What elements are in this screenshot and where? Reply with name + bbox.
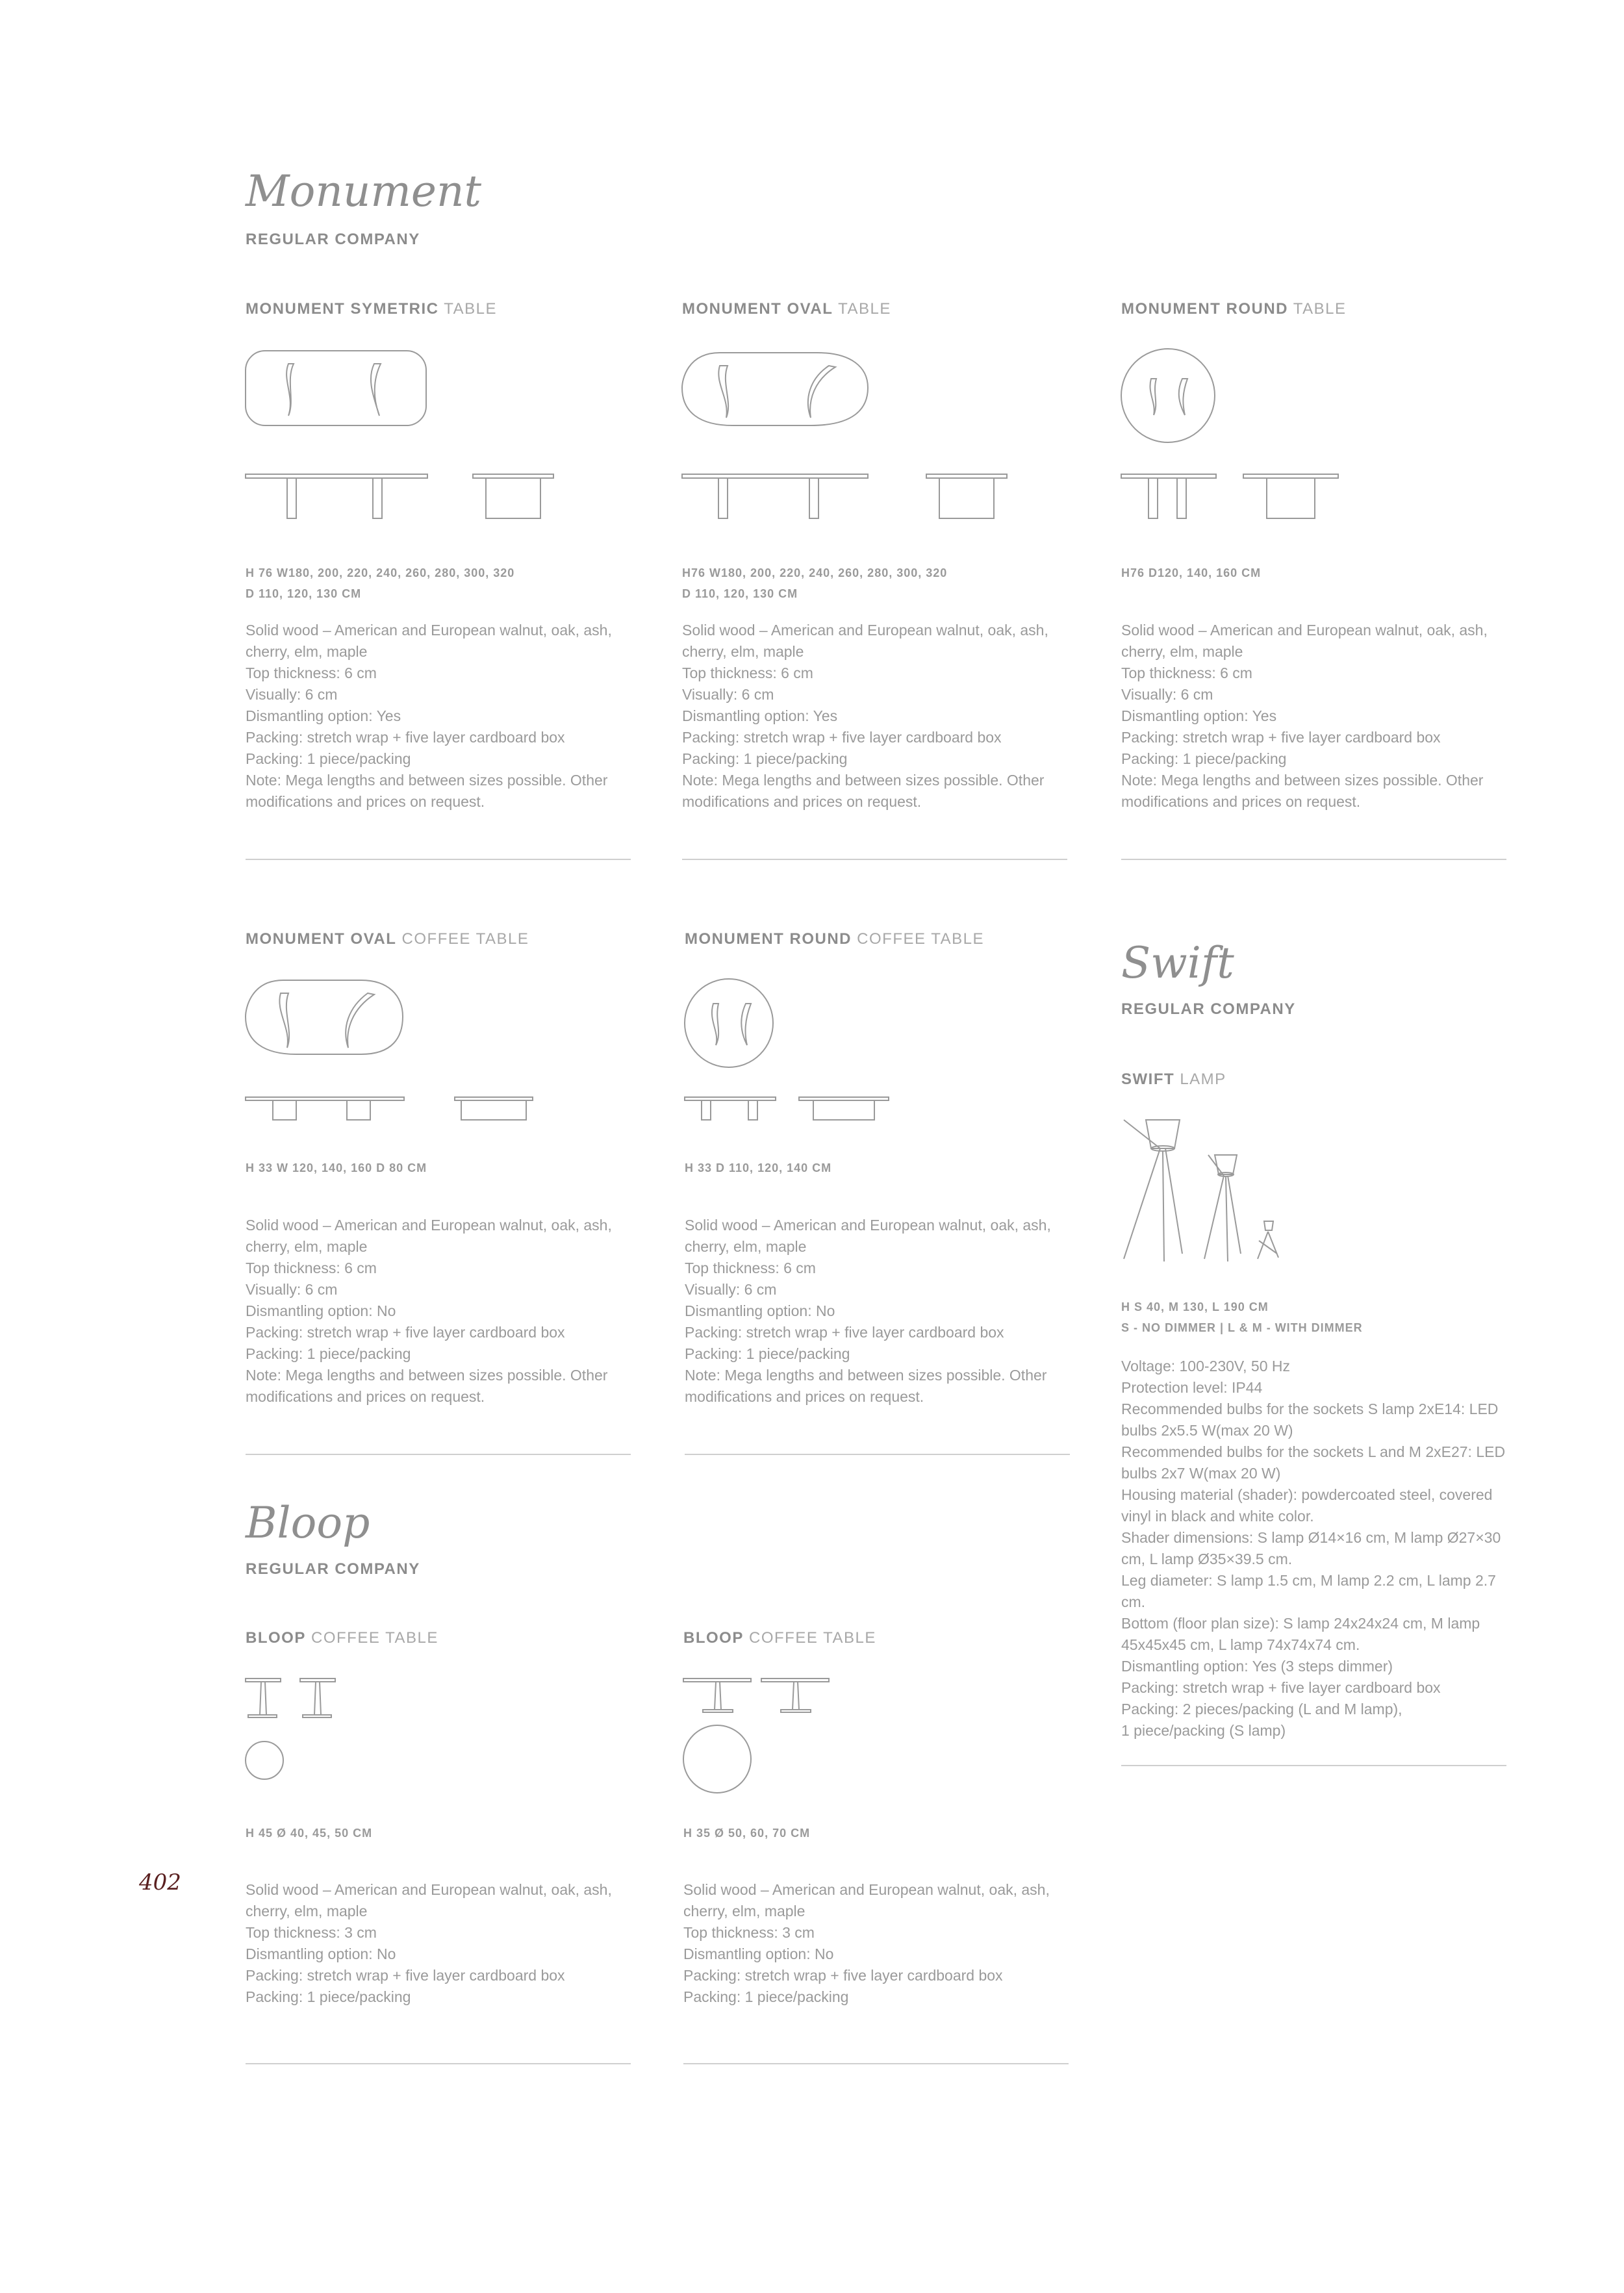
product-title-swift-lamp bbox=[1121, 1070, 1226, 1089]
divider bbox=[246, 859, 631, 860]
product-type: COFFEE TABLE bbox=[401, 930, 529, 948]
product-type: COFFEE TABLE bbox=[311, 1629, 438, 1647]
monument-oval-coffee-table-drawing bbox=[244, 978, 634, 1134]
product-name: MONUMENT OVAL bbox=[246, 930, 397, 948]
monument-round-specs: Solid wood – American and European walnut, oak, ash, cherry, elm, maple Top thickness: 6 cm Visually: 6 cm Dismantling option: Yes Packing: stretch wrap + five layer cardboard box Packing: 1 piece/packing Note: Mega lengths and between sizes possible. Other modifications and prices on request. bbox=[1121, 622, 1488, 810]
product-type: TABLE bbox=[838, 300, 891, 318]
bloop-coffee-table-large-drawing bbox=[682, 1676, 877, 1799]
bloop-small-dims: H 45 Ø 40, 45, 50 CM bbox=[246, 1827, 373, 1840]
divider bbox=[246, 2063, 631, 2064]
monument-symetric-specs: Solid wood – American and European walnut, oak, ash, cherry, elm, maple Top thickness: 6 cm Visually: 6 cm Dismantling option: Yes Packing: stretch wrap + five layer cardboard box Packing: 1 piece/packing Note: Mega lengths and between sizes possible. Other modifications and prices on request. bbox=[246, 622, 612, 810]
page-number: 402 bbox=[139, 1869, 181, 1895]
product-title-bloop-coffee-table-large bbox=[683, 1629, 876, 1647]
product-title-monument-oval-table bbox=[682, 300, 891, 318]
swift-specs: Voltage: 100-230V, 50 Hz Protection level: IP44 Recommended bulbs for the sockets S lamp 2xE14: LED bulbs 2x5.5 W(max 20 W) Recommended bulbs for the sockets L and M 2xE27: LED bulbs 2x7 W(max 20 W) Housing material (shader): powdercoated steel, covered vinyl in black and white color. Shader dimensions: S lamp Ø14×16 cm, M lamp Ø27×30 cm, L lamp Ø35×39.5 cm. Leg diameter: S lamp 1.5 cm, M lamp 2.2 cm, L lamp 2.7 cm. Bottom (floor plan size): S lamp 24x24x24 cm, M lamp 45x45x45 cm, L lamp 74x74x74 cm. Dismantling option: Yes (3 steps dimmer) Packing: stretch wrap + five layer cardboard box Packing: 2 pieces/packing (L and M lamp), 1 piece/packing (S lamp) bbox=[1121, 1358, 1506, 1739]
product-title-monument-round-table bbox=[1121, 300, 1346, 318]
bloop-company: REGULAR COMPANY bbox=[246, 1560, 420, 1578]
product-name: MONUMENT SYMETRIC bbox=[246, 300, 439, 318]
product-title-monument-symetric-table bbox=[246, 300, 497, 318]
monument-symetric-dims: H 76 W180, 200, 220, 240, 260, 280, 300, 320 D 110, 120, 130 CM bbox=[246, 566, 515, 600]
monument-oval-coffee-specs: Solid wood – American and European walnut, oak, ash, cherry, elm, maple Top thickness: 6 cm Visually: 6 cm Dismantling option: No Packing: stretch wrap + five layer cardboard box Packing: 1 piece/packing Note: Mega lengths and between sizes possible. Other modifications and prices on request. bbox=[246, 1217, 612, 1405]
bloop-large-specs: Solid wood – American and European walnut, oak, ash, cherry, elm, maple Top thickness: 3 cm Dismantling option: No Packing: stretch wrap + five layer cardboard box Packing: 1 piece/packing bbox=[683, 1881, 1050, 2005]
monument-round-coffee-dims: H 33 D 110, 120, 140 CM bbox=[685, 1161, 832, 1174]
product-name: BLOOP bbox=[246, 1629, 306, 1647]
bloop-small-specs: Solid wood – American and European walnut, oak, ash, cherry, elm, maple Top thickness: 3 cm Dismantling option: No Packing: stretch wrap + five layer cardboard box Packing: 1 piece/packing bbox=[246, 1881, 612, 2005]
product-name: MONUMENT ROUND bbox=[685, 930, 852, 948]
monument-symetric-table-drawing bbox=[244, 348, 634, 529]
bloop-brand-title: Bloop bbox=[246, 1498, 370, 1548]
divider bbox=[683, 2063, 1069, 2064]
monument-round-table-drawing bbox=[1120, 348, 1510, 529]
product-title-bloop-coffee-table-small bbox=[246, 1629, 438, 1647]
swift-brand-title: Swift bbox=[1121, 938, 1234, 988]
divider bbox=[1121, 859, 1506, 860]
product-name: MONUMENT OVAL bbox=[682, 300, 833, 318]
product-type: TABLE bbox=[1293, 300, 1347, 318]
divider bbox=[1121, 1765, 1506, 1766]
monument-oval-specs: Solid wood – American and European walnut, oak, ash, cherry, elm, maple Top thickness: 6 cm Visually: 6 cm Dismantling option: Yes Packing: stretch wrap + five layer cardboard box Packing: 1 piece/packing Note: Mega lengths and between sizes possible. Other modifications and prices on request. bbox=[682, 622, 1048, 810]
swift-lamp-drawing bbox=[1117, 1117, 1286, 1267]
monument-brand-title: Monument bbox=[246, 166, 481, 216]
bloop-large-dims: H 35 Ø 50, 60, 70 CM bbox=[683, 1827, 811, 1840]
product-name: MONUMENT ROUND bbox=[1121, 300, 1288, 318]
monument-oval-dims: H76 W180, 200, 220, 240, 260, 280, 300, 320 D 110, 120, 130 CM bbox=[682, 566, 948, 600]
swift-company: REGULAR COMPANY bbox=[1121, 1000, 1296, 1018]
product-name: BLOOP bbox=[683, 1629, 744, 1647]
product-title-monument-round-coffee-table bbox=[685, 930, 984, 948]
monument-round-dims: H76 D120, 140, 160 CM bbox=[1121, 566, 1262, 579]
bloop-coffee-table-small-drawing bbox=[244, 1676, 374, 1786]
monument-round-coffee-specs: Solid wood – American and European walnut, oak, ash, cherry, elm, maple Top thickness: 6 cm Visually: 6 cm Dismantling option: No Packing: stretch wrap + five layer cardboard box Packing: 1 piece/packing Note: Mega lengths and between sizes possible. Other modifications and prices on request. bbox=[685, 1217, 1051, 1405]
product-type: COFFEE TABLE bbox=[749, 1629, 876, 1647]
product-name: SWIFT bbox=[1121, 1070, 1175, 1088]
product-type: LAMP bbox=[1180, 1070, 1226, 1088]
divider bbox=[246, 1454, 631, 1455]
monument-oval-coffee-dims: H 33 W 120, 140, 160 D 80 CM bbox=[246, 1161, 427, 1174]
product-type: TABLE bbox=[444, 300, 497, 318]
divider bbox=[682, 859, 1067, 860]
monument-round-coffee-table-drawing bbox=[683, 978, 1073, 1134]
divider bbox=[685, 1454, 1070, 1455]
monument-company: REGULAR COMPANY bbox=[246, 231, 420, 248]
monument-oval-table-drawing bbox=[681, 348, 1071, 529]
product-type: COFFEE TABLE bbox=[857, 930, 984, 948]
swift-dims: H S 40, M 130, L 190 CM S - NO DIMMER | L & M - WITH DIMMER bbox=[1121, 1300, 1363, 1334]
product-title-monument-oval-coffee-table bbox=[246, 930, 529, 948]
